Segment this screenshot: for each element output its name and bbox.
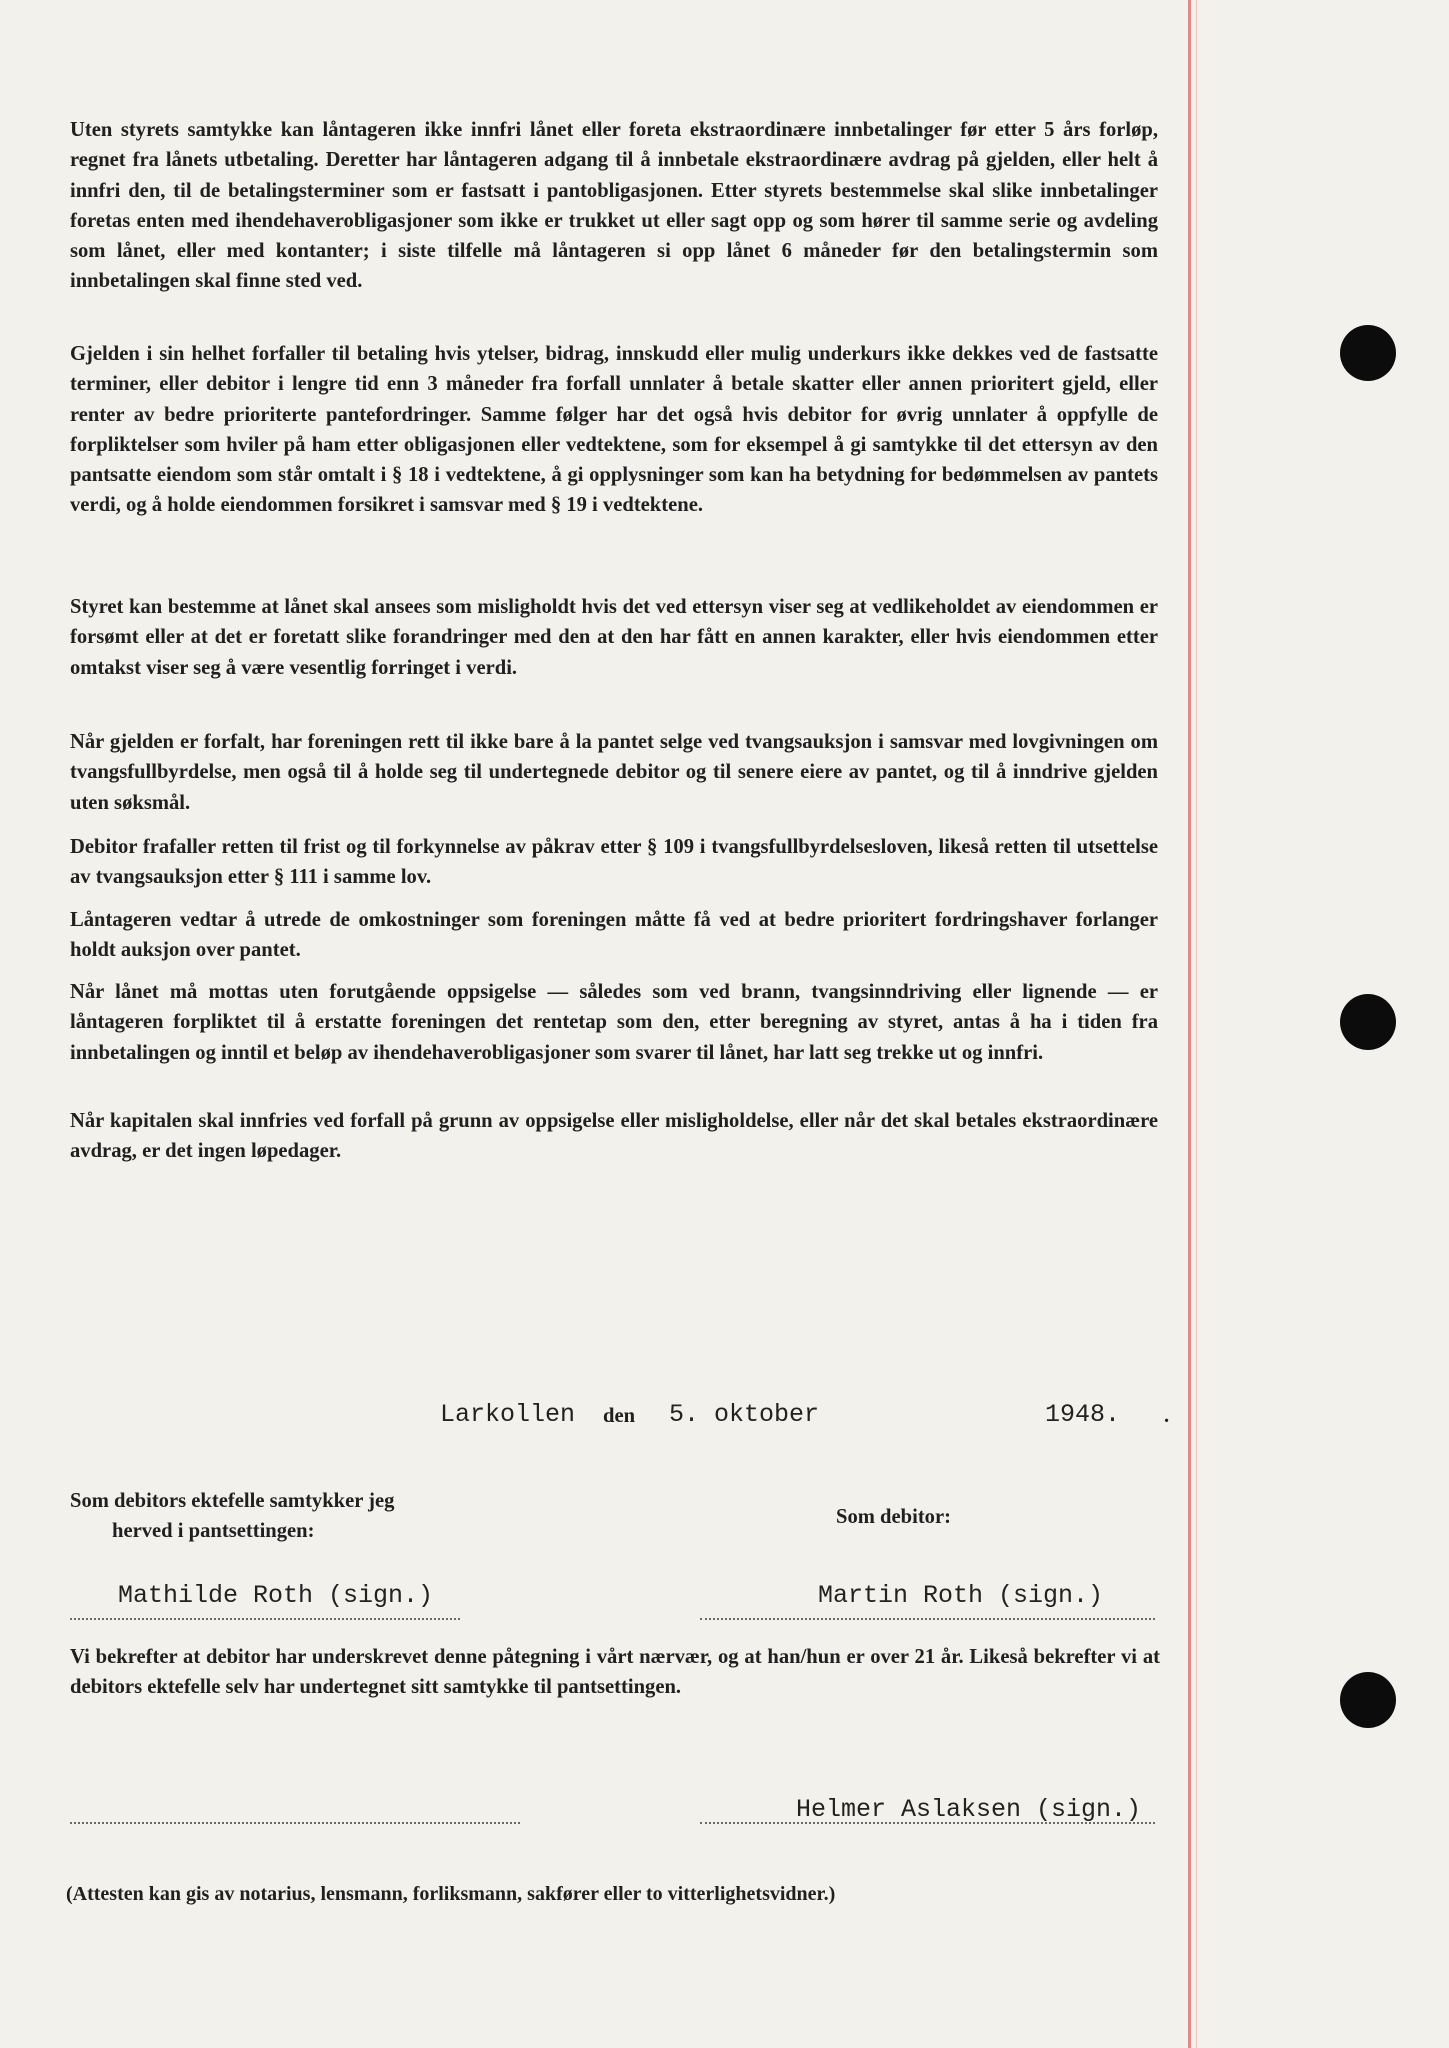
paragraph-default-conditions: Gjelden i sin helhet forfaller til betaling hvis ytelser, bidrag, innskudd eller mulig underkurs ikke dekkes ved de fastsatte terminer, eller debitor i lengre tid enn 3 måneder fra forfall unnlater å betale skatter eller annen prioritert gjeld, eller renter av bedre prioriterte pantefordringer. Samme følger har det også hvis debitor for øvrig unnlater å oppfylle de forpliktelser som hviler på ham etter obligasjonen eller vedtektene, som for eksempel å gi samtykke til det ettersyn av den pantsatte eiendom som står omtalt i § 18 i vedtektene, å gi opplysninger som kan ha betydning for bedømmelsen av pantets verdi, og å holde eiendommen forsikret i samsvar med § 19 i vedtektene. — [70, 343, 1158, 517]
attestation-footnote: (Attesten kan gis av notarius, lensmann, forliksmann, sakfører eller to vitterlighetsvidner.) — [66, 1883, 836, 1905]
witness-signature: Helmer Aslaksen (sign.) — [796, 1795, 1142, 1824]
spouse-consent-line2: herved i pantsettingen: — [112, 1520, 315, 1542]
punch-hole-middle — [1340, 994, 1396, 1050]
debtor-signature: Martin Roth (sign.) — [818, 1581, 1104, 1610]
debtor-label: Som debitor: — [836, 1506, 951, 1528]
paragraph-maintenance: Styret kan bestemme at lånet skal ansees som misligholdt hvis det ved ettersyn viser seg at vedlikeholdet av eiendommen er forsømt eller at det er foretatt slike forandringer med den at den har fått en annen karakter, eller hvis eiendommen etter omtakst viser seg å være vesentlig forringet i verdi. — [70, 596, 1158, 679]
witness1-signature-line — [70, 1822, 520, 1824]
margin-rule-inner — [1196, 0, 1197, 2048]
punch-hole-top — [1340, 325, 1396, 381]
paragraph-waiver: Debitor frafaller retten til frist og til forkynnelse av påkrav etter § 109 i tvangsfullbyrdelsesloven, likeså retten til utsettelse av tvangsauksjon etter § 111 i samme lov. — [70, 836, 1158, 889]
debtor-signature-line — [700, 1618, 1155, 1620]
paragraph-no-grace-days: Når kapitalen skal innfries ved forfall på grunn av oppsigelse eller misligholdelse, eller når det skal betales ekstraordinære avdrag, er det ingen løpedager. — [70, 1110, 1158, 1163]
paragraph-interest-loss: Når lånet må mottas uten forutgående oppsigelse — således som ved brann, tvangsinndriving eller lignende — er låntageren forpliktet til å erstatte foreningen det rentetap som den, etter beregning av styret, antas å ha i tiden fra innbetalingen og inntil et beløp av ihendehaverobligasjoner som svarer til lånet, har latt seg trekke ut og innfri. — [70, 981, 1158, 1064]
date-year: 1948. — [1045, 1400, 1121, 1429]
witness-confirmation: Vi bekrefter at debitor har underskrevet denne påtegning i vårt nærvær, og at han/hun er over 21 år. Likeså bekrefter vi at debitors ektefelle selv har undertegnet sitt samtykke til pantsettingen. — [70, 1646, 1160, 1699]
spouse-signature-line — [70, 1618, 460, 1620]
date-trailing-dot: . — [1164, 1405, 1170, 1427]
place-name: Larkollen — [440, 1400, 576, 1429]
punch-hole-bottom — [1340, 1672, 1396, 1728]
paragraph-costs: Låntageren vedtar å utrede de omkostninger som foreningen måtte få ved at bedre prioritert fordringshaver forlanger holdt auksjon over pantet. — [70, 909, 1158, 962]
spouse-signature: Mathilde Roth (sign.) — [118, 1581, 434, 1610]
paragraph-forced-sale: Når gjelden er forfalt, har foreningen rett til ikke bare å la pantet selge ved tvangsauksjon i samsvar med lovgivningen om tvangsfullbyrdelse, men også til å holde seg til undertegnede debitor og til senere eiere av pantet, og til å inndrive gjelden uten søksmål. — [70, 731, 1158, 814]
spouse-consent-line1: Som debitors ektefelle samtykker jeg — [70, 1490, 395, 1512]
margin-rule — [1188, 0, 1191, 2048]
date-den-label: den — [603, 1405, 636, 1427]
date-day: 5. oktober — [669, 1400, 820, 1429]
paragraph-early-repayment: Uten styrets samtykke kan låntageren ikke innfri lånet eller foreta ekstraordinære innbetalinger før etter 5 års forløp, regnet fra lånets utbetaling. Deretter har låntageren adgang til å innbetale ekstraordinære avdrag på gjelden, eller helt å innfri den, til de betalingsterminer som er fastsatt i pantobligasjonen. Etter styrets bestemmelse skal slike innbetalinger foretas enten med ihendehaverobligasjoner som ikke er trukket ut eller sagt opp og som hører til samme serie og avdeling som lånet, eller med kontanter; i siste tilfelle må låntageren si opp lånet 6 måneder før den betalingstermin som innbetalingen skal finne sted ved. — [70, 119, 1158, 293]
